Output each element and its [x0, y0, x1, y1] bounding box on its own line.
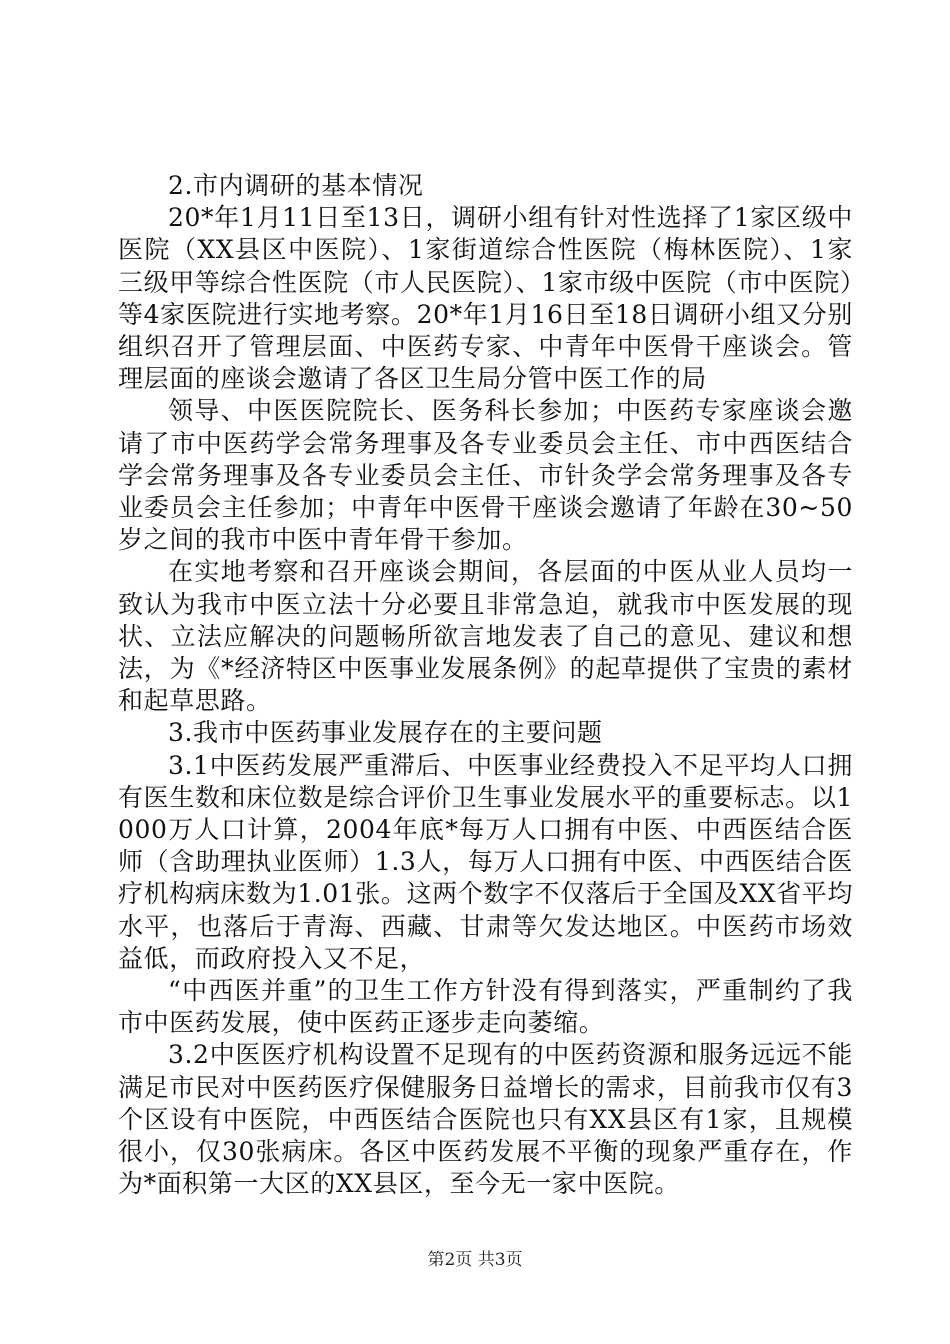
paragraph-field-research: 20*年1月11日至13日，调研小组有针对性选择了1家区级中医院（XX县区中医院）、1家街道综合性医院（梅林医院）、1家三级甲等综合性医院（市人民医院）、1家市级中医院（市中医院）等4家医院进行实地考察。20*年1月16日至18日调研小组又分别组织召开了管理层面、中医药专家、中青年中医骨干座谈会。管理层面的座谈会邀请了各区卫生局分管中医工作的局 — [118, 203, 853, 394]
paragraph-section-3-heading: 3.我市中医药事业发展存在的主要问题 — [168, 718, 603, 748]
paragraph-section-3-2: 3.2中医医疗机构设置不足现有的中医药资源和服务远远不能满足市民对中医药医疗保健服务日益增长的需求，目前我市仅有3个区设有中医院，中西医结合医院也只有XX县区有1家，且规模很小，仅30张病床。各区中医药发展不平衡的现象严重存在，作为*面积第一大区的XX县区，至今无一家中医院。 — [118, 1040, 853, 1199]
paragraph-policy-not-implemented: “中西医并重”的卫生工作方针没有得到落实，严重制约了我市中医药发展，使中医药正逐步走向萎缩。 — [118, 976, 853, 1038]
document-body — [118, 170, 853, 1201]
paragraph-symposium-participants: 领导、中医医院院长、医务科长参加；中医药专家座谈会邀请了市中医药学会常务理事及各专业委员会主任、市中西医结合学会常务理事及各专业委员会主任、市针灸学会常务理事及各专业委员会主任参加；中青年中医骨干座谈会邀请了年龄在30~50岁之间的我市中医中青年骨干参加。 — [118, 396, 853, 555]
paragraph-section-2-heading: 2.市内调研的基本情况 — [168, 171, 424, 200]
paragraph-consensus: 在实地考察和召开座谈会期间，各层面的中医从业人员均一致认为我市中医立法十分必要且非常急迫，就我市中医发展的现状、立法应解决的问题畅所欲言地发表了自己的意见、建议和想法，为《*经济特区中医事业发展条例》的起草提供了宝贵的素材和起草思路。 — [118, 557, 853, 716]
page-number-footer: 第2页 共3页 — [427, 1250, 523, 1270]
paragraph-section-3-1: 3.1中医药发展严重滞后、中医事业经费投入不足平均人口拥有医生数和床位数是综合评价卫生事业发展水平的重要标志。以1000万人口计算，2004年底*每万人口拥有中医、中西医结合医师（含助理执业医师）1.3人，每万人口拥有中医、中西医结合医疗机构病床数为1.01张。这两个数字不仅落后于全国及XX省平均水平，也落后于青海、西藏、甘肃等欠发达地区。中医药市场效益低，而政府投入又不足， — [118, 750, 853, 973]
